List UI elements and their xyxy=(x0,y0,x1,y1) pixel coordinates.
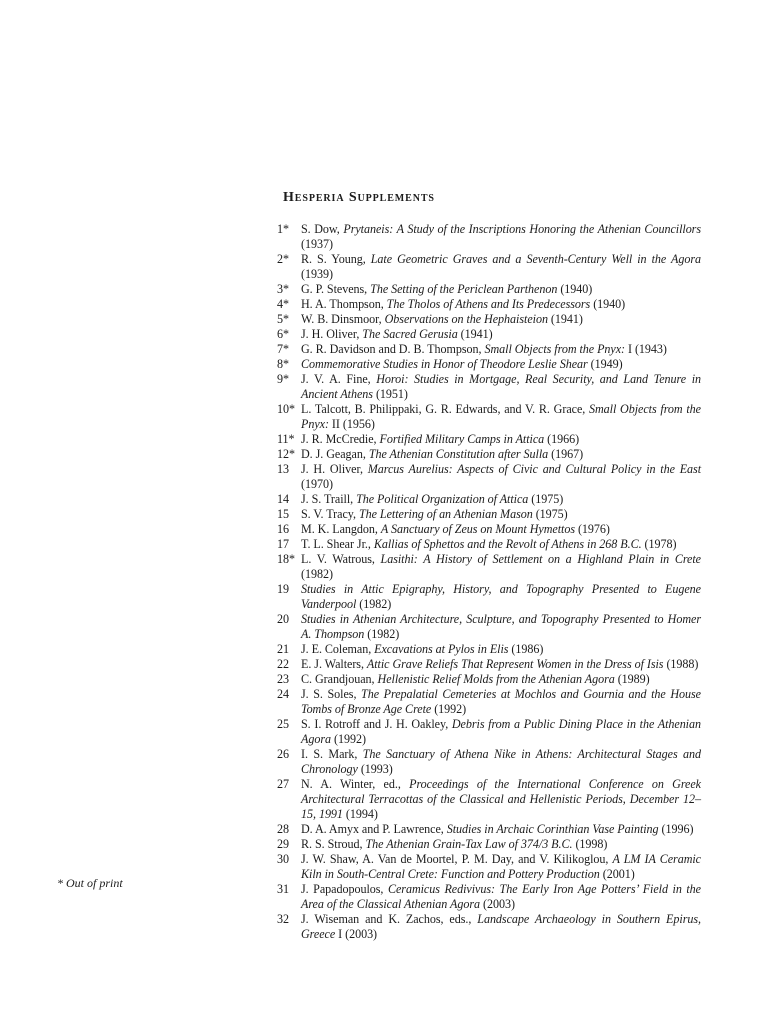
item-citation xyxy=(301,432,701,447)
item-title: Commemorative Studies in Honor of Theodore Leslie Shear xyxy=(301,357,588,371)
item-year: (1967) xyxy=(548,447,584,461)
item-author: L. V. Watrous, xyxy=(301,552,381,566)
item-title: The Setting of the Periclean Parthenon xyxy=(370,282,558,296)
list-item xyxy=(271,462,701,492)
item-year: II (1956) xyxy=(328,417,375,431)
item-citation xyxy=(301,342,701,357)
item-citation xyxy=(301,297,701,312)
item-number: 21 xyxy=(277,642,289,656)
item-citation xyxy=(301,687,701,717)
item-author: J. S. Soles, xyxy=(301,687,362,701)
item-year: (1940) xyxy=(590,297,626,311)
item-year: (1975) xyxy=(532,507,568,521)
item-year: (1992) xyxy=(431,702,467,716)
item-citation xyxy=(301,222,701,252)
item-number: 5* xyxy=(277,312,289,326)
item-title: Marcus Aurelius: Aspects of Civic and Cultural Policy in the East xyxy=(367,462,702,476)
item-author: E. J. Walters, xyxy=(301,657,367,671)
item-author: D. A. Amyx and P. Lawrence, xyxy=(301,822,447,836)
item-year: (1994) xyxy=(342,807,378,821)
list-item xyxy=(271,657,701,672)
item-citation xyxy=(301,552,701,582)
item-title: Observations on the Hephaisteion xyxy=(384,312,548,326)
item-author: W. B. Dinsmoor, xyxy=(301,312,385,326)
item-title: Kallias of Sphettos and the Revolt of Athens in 268 B.C. xyxy=(373,537,642,551)
item-author: N. A. Winter, ed., xyxy=(301,777,410,791)
item-year: (1993) xyxy=(357,762,393,776)
item-number: 4* xyxy=(277,297,289,311)
item-citation xyxy=(301,657,701,672)
item-title: The Athenian Constitution after Sulla xyxy=(368,447,549,461)
item-title: Studies in Athenian Architecture, Sculpture, and Topography Presented to Homer A. Thompson xyxy=(301,612,701,641)
list-item xyxy=(271,672,701,687)
list-item xyxy=(271,492,701,507)
item-number: 6* xyxy=(277,327,289,341)
item-citation xyxy=(301,747,701,777)
item-number: 13 xyxy=(277,462,289,476)
item-author: C. Grandjouan, xyxy=(301,672,378,686)
list-item xyxy=(271,447,701,462)
item-year: (1982) xyxy=(356,597,392,611)
item-number: 20 xyxy=(277,612,289,626)
item-year: (1978) xyxy=(641,537,677,551)
item-title: Landscape Archaeology in Southern Epirus, Greece xyxy=(301,912,701,941)
item-number: 7* xyxy=(277,342,289,356)
item-year: (2001) xyxy=(599,867,635,881)
list-item xyxy=(271,852,701,882)
item-number: 9* xyxy=(277,372,289,386)
item-number: 25 xyxy=(277,717,289,731)
item-year: (1989) xyxy=(614,672,650,686)
item-title: Ceramicus Redivivus: The Early Iron Age Potters’ Field in the Area of the Classical Athenian Agora xyxy=(301,882,701,911)
item-title: The Lettering of an Athenian Mason xyxy=(358,507,533,521)
item-title: Fortified Military Camps in Attica xyxy=(379,432,545,446)
item-number: 28 xyxy=(277,822,289,836)
list-item xyxy=(271,282,701,297)
list-item xyxy=(271,822,701,837)
item-citation xyxy=(301,402,701,432)
item-year: (1941) xyxy=(457,327,493,341)
item-year: (1939) xyxy=(301,267,333,281)
item-citation xyxy=(301,312,701,327)
item-citation xyxy=(301,447,701,462)
item-author: H. A. Thompson, xyxy=(301,297,387,311)
item-title: Debris from a Public Dining Place in the Athenian Agora xyxy=(301,717,701,746)
list-item xyxy=(271,252,701,282)
list-item xyxy=(271,522,701,537)
item-citation xyxy=(301,642,701,657)
item-year: I (1943) xyxy=(625,342,667,356)
item-citation xyxy=(301,777,701,822)
item-citation xyxy=(301,462,701,492)
item-number: 17 xyxy=(277,537,289,551)
item-citation xyxy=(301,612,701,642)
list-item xyxy=(271,342,701,357)
item-citation xyxy=(301,882,701,912)
item-number: 31 xyxy=(277,882,289,896)
item-author: J. Wiseman and K. Zachos, eds., xyxy=(301,912,478,926)
item-title: A Sanctuary of Zeus on Mount Hymettos xyxy=(380,522,575,536)
item-number: 24 xyxy=(277,687,289,701)
item-title: Prytaneis: A Study of the Inscriptions Honoring the Athenian Councillors xyxy=(343,222,701,236)
item-author: J. S. Traill, xyxy=(301,492,357,506)
item-number: 22 xyxy=(277,657,289,671)
item-citation xyxy=(301,282,701,297)
list-item xyxy=(271,357,701,372)
item-title: Hellenistic Relief Molds from the Athenian Agora xyxy=(377,672,615,686)
page-title: Hesperia Supplements xyxy=(283,190,435,205)
supplements-list xyxy=(271,222,701,942)
item-author: S. I. Rotroff and J. H. Oakley, xyxy=(301,717,452,731)
item-author: J. E. Coleman, xyxy=(301,642,375,656)
item-year: (1970) xyxy=(301,477,333,491)
list-item xyxy=(271,537,701,552)
item-number: 12* xyxy=(277,447,295,461)
item-citation xyxy=(301,357,701,372)
item-year: (1949) xyxy=(587,357,623,371)
item-author: J. H. Oliver, xyxy=(301,462,368,476)
item-number: 10* xyxy=(277,402,295,416)
item-number: 16 xyxy=(277,522,289,536)
list-item xyxy=(271,582,701,612)
item-title: The Sacred Gerusia xyxy=(362,327,458,341)
item-author: R. S. Stroud, xyxy=(301,837,366,851)
item-title: Small Objects from the Pnyx: xyxy=(484,342,626,356)
list-item xyxy=(271,777,701,822)
item-citation xyxy=(301,672,701,687)
item-number: 2* xyxy=(277,252,289,266)
item-title: The Political Organization of Attica xyxy=(356,492,529,506)
list-item xyxy=(271,372,701,402)
item-title: The Athenian Grain-Tax Law of 374/3 B.C. xyxy=(365,837,573,851)
item-author: M. K. Langdon, xyxy=(301,522,381,536)
item-number: 19 xyxy=(277,582,289,596)
item-author: I. S. Mark, xyxy=(301,747,363,761)
item-title: Late Geometric Graves and a Seventh-Century Well in the Agora xyxy=(370,252,702,266)
item-number: 32 xyxy=(277,912,289,926)
item-citation xyxy=(301,717,701,747)
list-item xyxy=(271,297,701,312)
item-title: Horoi: Studies in Mortgage, Real Security, and Land Tenure in Ancient Athens xyxy=(301,372,702,401)
item-author: J. V. A. Fine, xyxy=(301,372,377,386)
item-author: J. R. McCredie, xyxy=(301,432,380,446)
item-author: J. W. Shaw, A. Van de Moortel, P. M. Day, and V. Kilikoglou, xyxy=(301,852,613,866)
item-citation xyxy=(301,327,701,342)
item-author: S. Dow, xyxy=(301,222,344,236)
item-year: (1951) xyxy=(372,387,408,401)
item-title: Proceedings of the International Conference on Greek Architectural Terracottas of the Classical and Hellenistic Periods, December 12–15, 1991 xyxy=(301,777,701,821)
item-year: (1982) xyxy=(301,567,333,581)
item-number: 27 xyxy=(277,777,289,791)
item-number: 23 xyxy=(277,672,289,686)
item-year: (1976) xyxy=(574,522,610,536)
item-year: I (2003) xyxy=(335,927,378,941)
list-item xyxy=(271,837,701,852)
item-citation xyxy=(301,837,701,852)
item-citation xyxy=(301,852,701,882)
list-item xyxy=(271,432,701,447)
item-citation xyxy=(301,537,701,552)
list-item xyxy=(271,327,701,342)
item-number: 3* xyxy=(277,282,289,296)
item-author: J. H. Oliver, xyxy=(301,327,363,341)
item-citation xyxy=(301,372,701,402)
item-year: (1975) xyxy=(528,492,564,506)
item-year: (1940) xyxy=(557,282,593,296)
item-citation xyxy=(301,522,701,537)
list-item xyxy=(271,222,701,252)
item-title: Small Objects from the Pnyx: xyxy=(301,402,701,431)
item-title: The Tholos of Athens and Its Predecessors xyxy=(386,297,591,311)
item-author: J. Papadopoulos, xyxy=(301,882,388,896)
list-item xyxy=(271,612,701,642)
item-number: 18* xyxy=(277,552,295,566)
item-year: (1998) xyxy=(572,837,608,851)
footnote-out-of-print: * Out of print xyxy=(57,876,123,890)
item-year: (1988) xyxy=(663,657,699,671)
list-item xyxy=(271,552,701,582)
item-number: 15 xyxy=(277,507,289,521)
item-citation xyxy=(301,492,701,507)
item-year: (1982) xyxy=(364,627,400,641)
item-title: Attic Grave Reliefs That Represent Women in the Dress of Isis xyxy=(366,657,664,671)
item-author: R. S. Young, xyxy=(301,252,371,266)
item-title: The Sanctuary of Athena Nike in Athens: Architectural Stages and Chronology xyxy=(301,747,701,776)
item-author: G. P. Stevens, xyxy=(301,282,371,296)
item-year: (1996) xyxy=(658,822,694,836)
item-citation xyxy=(301,507,701,522)
item-citation xyxy=(301,912,701,942)
item-title: Lasithi: A History of Settlement on a Highland Plain in Crete xyxy=(380,552,701,566)
item-citation xyxy=(301,582,701,612)
list-item xyxy=(271,642,701,657)
item-title: Studies in Archaic Corinthian Vase Painting xyxy=(446,822,659,836)
item-title: Excavations at Pylos in Elis xyxy=(374,642,509,656)
list-item xyxy=(271,747,701,777)
item-year: (1937) xyxy=(301,237,333,251)
item-author: S. V. Tracy, xyxy=(301,507,359,521)
list-item xyxy=(271,687,701,717)
item-author: T. L. Shear Jr., xyxy=(301,537,374,551)
item-year: (1941) xyxy=(547,312,583,326)
list-item xyxy=(271,882,701,912)
item-number: 26 xyxy=(277,747,289,761)
item-number: 1* xyxy=(277,222,289,236)
item-citation xyxy=(301,252,701,282)
item-year: (2003) xyxy=(480,897,515,911)
list-item xyxy=(271,312,701,327)
item-title: A LM IA Ceramic Kiln in South-Central Crete: Function and Pottery Production xyxy=(301,852,702,881)
item-year: (1966) xyxy=(544,432,580,446)
item-number: 30 xyxy=(277,852,289,866)
item-year: (1992) xyxy=(331,732,366,746)
item-number: 8* xyxy=(277,357,289,371)
item-title: Studies in Attic Epigraphy, History, and Topography Presented to Eugene Vanderpool xyxy=(301,582,701,611)
item-author: G. R. Davidson and D. B. Thompson, xyxy=(301,342,485,356)
item-author: L. Talcott, B. Philippaki, G. R. Edwards, and V. R. Grace, xyxy=(301,402,589,416)
list-item xyxy=(271,717,701,747)
list-item xyxy=(271,912,701,942)
item-author: D. J. Geagan, xyxy=(301,447,369,461)
item-title: The Prepalatial Cemeteries at Mochlos and Gournia and the House Tombs of Bronze Age Crete xyxy=(301,687,702,716)
item-citation xyxy=(301,822,701,837)
item-number: 11* xyxy=(277,432,295,446)
list-item xyxy=(271,507,701,522)
list-item xyxy=(271,402,701,432)
item-number: 14 xyxy=(277,492,289,506)
item-year: (1986) xyxy=(508,642,544,656)
item-number: 29 xyxy=(277,837,289,851)
